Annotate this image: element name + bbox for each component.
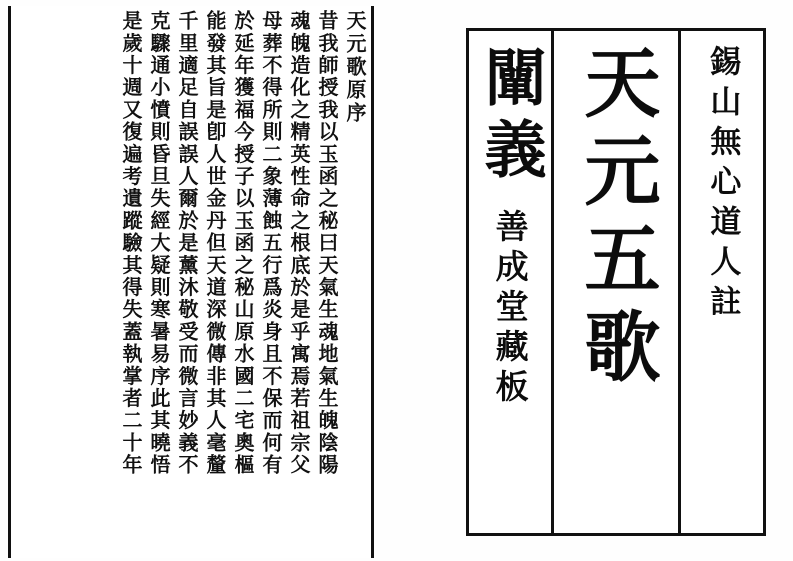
preface-line-text: 千里適足自誤誤人爾於是薰沐敬受而微言妙義不	[175, 10, 199, 477]
cover-publisher-text: 善成堂藏板	[490, 209, 530, 409]
preface-page-panel	[8, 6, 374, 558]
cover-main-title-column	[551, 31, 678, 533]
preface-column-5	[202, 10, 228, 558]
title-page-panel	[466, 28, 766, 536]
preface-column-4	[230, 10, 256, 558]
preface-heading-text: 天元歌原序	[343, 10, 367, 125]
cover-attribution-text: 錫山無心道人註	[704, 45, 741, 325]
cover-subtitle-text: 闡義	[474, 45, 548, 189]
preface-line-text: 母葬不得所則二象薄蝕五行爲炎身且不保而何有	[259, 10, 283, 477]
preface-line-text: 魂魄造化之精英性命之根底於是乎寓焉若祖宗父	[287, 10, 311, 477]
cover-subtitle-column	[469, 31, 551, 533]
preface-line-text: 克驟通小憤則昏旦失經大疑則寒暑易序此其曉悟	[147, 10, 171, 477]
cover-attribution-column	[678, 31, 763, 533]
preface-column-2	[286, 10, 312, 558]
preface-line-text: 昔我師授我以玉函之秘曰天氣生魂地氣生魄陰陽	[315, 10, 339, 477]
preface-column-0	[342, 10, 368, 558]
preface-line-text: 於延年獲福今授子以玉函之秘山原水國二宅奧樞	[231, 10, 255, 477]
preface-column-6	[174, 10, 200, 558]
preface-column-3	[258, 10, 284, 558]
preface-column-7	[146, 10, 172, 558]
preface-line-text: 是歲十週又復遍考遺蹤驗其得失蓋執掌者二十年	[119, 10, 143, 477]
cover-main-title-text: 天元五歌	[572, 43, 661, 395]
preface-line-text: 能發其旨是卽人世金丹但天道深微傳非其人毫釐	[203, 10, 227, 477]
preface-column-8	[118, 10, 144, 558]
preface-column-1	[314, 10, 340, 558]
